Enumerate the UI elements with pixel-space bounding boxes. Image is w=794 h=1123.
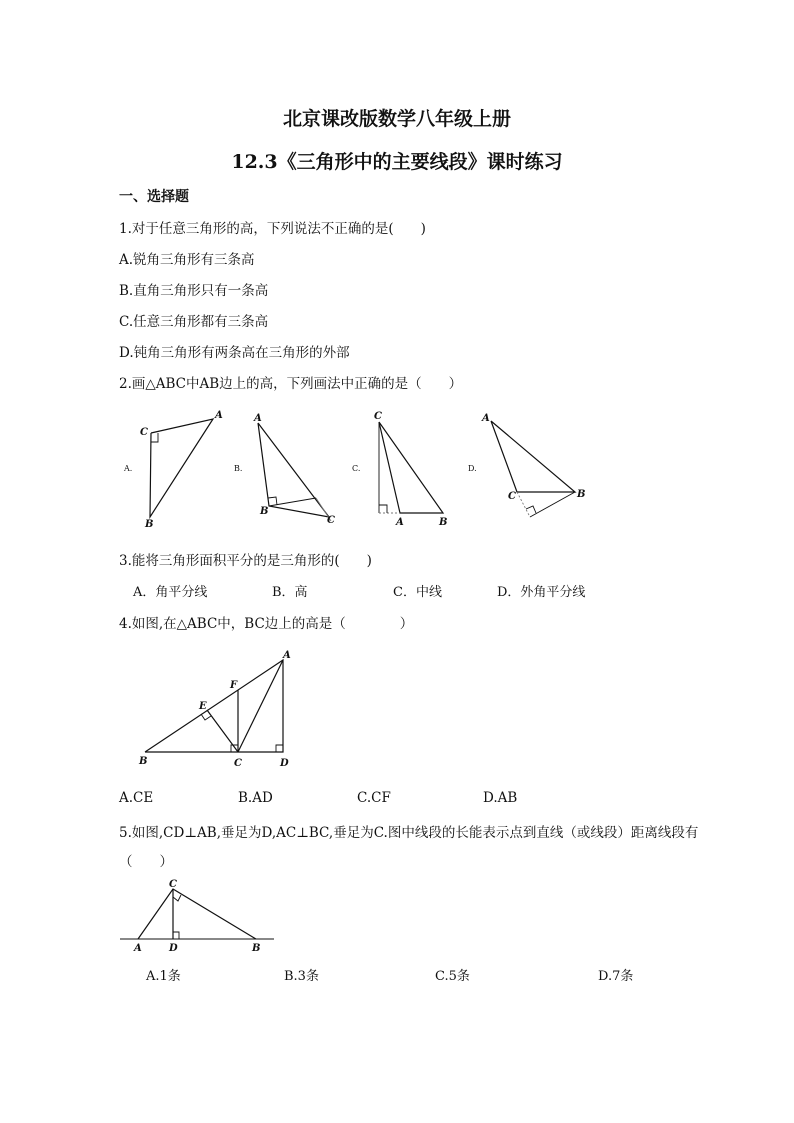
question-3-stem: 3.能将三角形面积平分的是三角形的( ) (119, 553, 372, 569)
question-5-option-b: B.3条 (284, 969, 319, 984)
right-angle-mark (268, 497, 277, 505)
figure-question-5 (118, 876, 278, 956)
question-4-option-a: A.CE (119, 790, 154, 806)
point-label-b: B (260, 506, 269, 517)
right-angle-mark (379, 505, 387, 513)
question-4-option-d: D.AB (483, 790, 518, 806)
point-label-b: B (252, 943, 261, 954)
point-label-c: C (140, 427, 148, 438)
point-label-f: F (230, 680, 238, 691)
point-label-a: A (396, 517, 404, 528)
point-label-a: A (215, 410, 223, 421)
point-label-c: C (169, 879, 177, 890)
triangle-abc-b (258, 423, 329, 517)
point-label-c: C (234, 758, 242, 769)
question-5-option-d: D.7条 (598, 969, 634, 984)
segment-ce (207, 710, 238, 752)
point-label-b: B (439, 517, 448, 528)
point-label-d: D (169, 943, 178, 954)
point-label-e: E (199, 701, 207, 712)
question-1-option-b: B.直角三角形只有一条高 (119, 283, 269, 299)
figure-question-4 (130, 645, 310, 775)
point-label-c: C (327, 515, 335, 526)
question-4-option-b: B.AD (238, 790, 273, 806)
point-label-b: B (577, 489, 586, 500)
right-angle-mark (151, 433, 158, 442)
figure-tag-b: B. (234, 464, 243, 473)
triangle-acb (138, 889, 256, 939)
triangle-abc-c (379, 422, 443, 513)
right-angle-mark-d (173, 932, 179, 939)
point-label-b: B (145, 519, 154, 530)
right-angle-mark-d (276, 745, 283, 752)
document-title: 北京课改版数学八年级上册 (282, 108, 511, 130)
question-5-stem: 5.如图,CD⊥AB,垂足为D,AC⊥BC,垂足为C.图中线段的长能表示点到直线（或线段）距离线段有 (119, 825, 699, 841)
point-label-b: B (139, 756, 148, 767)
triangle-abc-d (491, 421, 575, 492)
right-angle-mark (526, 506, 536, 513)
figure-tag-c: C. (352, 464, 361, 473)
document-subtitle: 12.3《三角形中的主要线段》课时练习 (231, 151, 563, 173)
point-label-c: C (374, 411, 382, 422)
question-3-option-a: A．角平分线 (133, 585, 208, 600)
question-1-option-a: A.锐角三角形有三条高 (119, 252, 255, 268)
figure-option-b (232, 405, 342, 530)
figure-option-a (120, 405, 230, 530)
triangle-abc-a (150, 419, 213, 517)
section-heading: 一、选择题 (119, 189, 189, 205)
point-label-a: A (482, 413, 490, 424)
figure-option-c (350, 405, 460, 530)
question-5-answer-paren: （ ） (119, 854, 173, 870)
question-3-option-c: C．中线 (393, 585, 442, 600)
question-4-stem: 4.如图,在△ABC中，BC边上的高是（ ） (119, 616, 414, 632)
point-label-a: A (283, 650, 291, 661)
right-angle-mark-e (201, 714, 211, 720)
extension-line (517, 492, 530, 517)
question-2-stem: 2.画△ABC中AB边上的高，下列画法中正确的是（ ） (119, 376, 463, 392)
question-1-stem: 1.对于任意三角形的高，下列说法不正确的是( ) (119, 221, 426, 237)
figure-tag-d: D. (468, 464, 477, 473)
question-5-option-c: C.5条 (435, 969, 470, 984)
triangle-abd (145, 660, 283, 752)
point-label-a: A (254, 413, 262, 424)
question-5-option-a: A.1条 (146, 969, 181, 984)
point-label-d: D (280, 758, 289, 769)
question-1-option-d: D.钝角三角形有两条高在三角形的外部 (119, 345, 350, 361)
altitude-line (530, 492, 575, 517)
right-angle-mark-c (173, 895, 181, 901)
figure-option-d (466, 405, 591, 530)
point-label-a: A (134, 943, 142, 954)
question-1-option-c: C.任意三角形都有三条高 (119, 314, 269, 330)
question-4-option-c: C.CF (357, 790, 391, 806)
question-3-option-b: B．高 (272, 585, 308, 600)
question-3-option-d: D．外角平分线 (497, 585, 586, 600)
segment-ac (238, 660, 283, 752)
figure-tag-a: A. (124, 464, 133, 473)
point-label-c: C (508, 491, 516, 502)
